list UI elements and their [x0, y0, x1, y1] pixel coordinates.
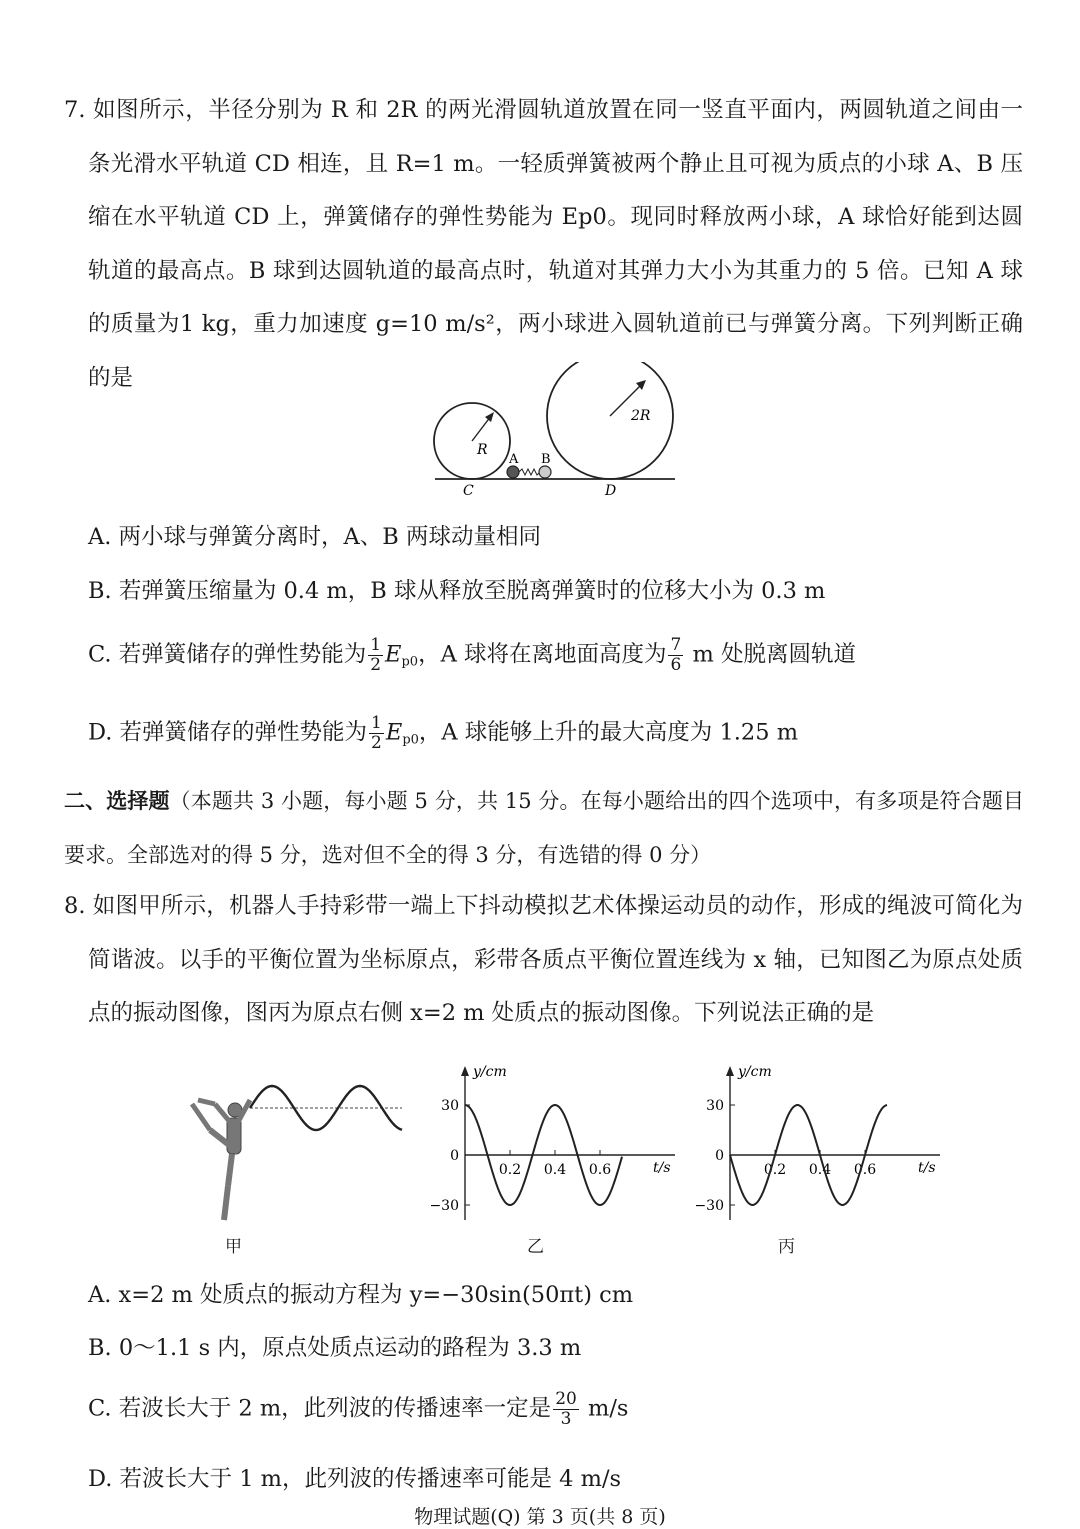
- fraction-twenty-thirds: $\frac{20}{3}$: [555, 1389, 577, 1429]
- q7-option-d: D. 若弹簧储存的弹性势能为 $\frac{1}{2}$ $E_{p0}$，A 球能够上升的最大高度为 1.25 m: [88, 713, 799, 753]
- q7-figure: [425, 362, 685, 502]
- label-r-large: 2R: [631, 408, 651, 424]
- y-tick-label: 0: [450, 1148, 459, 1164]
- y-tick-label: −30: [429, 1198, 459, 1214]
- ball-a: [507, 466, 519, 478]
- q8-option-c: C. 若波长大于 2 m，此列波的传播速率一定是 $\frac{20}{3}$ m/s: [88, 1389, 629, 1429]
- q7-option-b: B. 若弹簧压缩量为 0.4 m，B 球从释放至脱离弹簧时的位移大小为 0.3 m: [88, 578, 826, 604]
- caption-bing: 丙: [778, 1237, 795, 1257]
- x-tick-label: 0.2: [498, 1162, 522, 1178]
- caption-yi: 乙: [527, 1237, 544, 1257]
- y-axis-arrow: [726, 1066, 734, 1076]
- x-tick-label: 0.4: [808, 1162, 832, 1178]
- robot-figure: [192, 1100, 250, 1220]
- q7-option-c: C. 若弹簧储存的弹性势能为 $\frac{1}{2}$ $E_{p0}$，A 球将在离地面高度为 $\frac{7}{6}$ m 处脱离圆轨道: [88, 635, 856, 675]
- spring: [519, 469, 540, 475]
- x-axis-label: t/s: [653, 1160, 671, 1176]
- label-point-c: C: [463, 483, 474, 499]
- x-axis-label: t/s: [918, 1160, 936, 1176]
- robot-ribbon-figure: [180, 1070, 410, 1230]
- ball-b: [539, 466, 551, 478]
- fraction-half: $\frac{1}{2}$: [370, 635, 382, 675]
- fraction-half: $\frac{1}{2}$: [371, 713, 382, 753]
- caption-jia: 甲: [225, 1237, 242, 1257]
- label-r-small: R: [477, 442, 488, 458]
- y-tick-label: 30: [441, 1098, 459, 1114]
- label-ball-b: B: [541, 452, 551, 467]
- q7-stem: 7. 如图所示，半径分别为 R 和 2R 的两光滑圆轨道放置在同一竖直平面内，两圆轨道之间由一条光滑水平轨道 CD 相连，且 R=1 m。一轻质弹簧被两个静止且可视为质点的小球 A、B 压缩在水平轨道 CD 上，弹簧储存的弹性势能为 Ep0。现同时释放两小球，A 球恰好能到达圆轨道的最高点。B 球到达圆轨道的最高点时，轨道对其弹力大小为其重力的 5 倍。已知 A 球的质量为1 kg，重力加速度 g=10 m/s²，两小球进入圆轨道前已与弹簧分离。下列判断正确的是: [64, 97, 1023, 391]
- x-tick-label: 0.4: [543, 1162, 567, 1178]
- y-axis-label: y/cm: [738, 1064, 772, 1080]
- y-tick-label: 0: [715, 1148, 724, 1164]
- q7-option-a: A. 两小球与弹簧分离时，A、B 两球动量相同: [88, 524, 541, 550]
- section-2-header: 二、选择题（本题共 3 小题，每小题 5 分，共 15 分。在每小题给出的四个选项中，有多项是符合题目要求。全部选对的得 5 分，选对但不全的得 3 分，有选错的得 0 分）: [64, 788, 1025, 867]
- y-axis-label: y/cm: [473, 1064, 507, 1080]
- q8-option-d: D. 若波长大于 1 m，此列波的传播速率可能是 4 m/s: [88, 1466, 622, 1492]
- label-ball-a: A: [509, 452, 519, 467]
- vibration-graph-bing: [690, 1060, 950, 1230]
- y-tick-label: 30: [706, 1098, 724, 1114]
- q8-option-a: A. x=2 m 处质点的振动方程为 y=−30sin(50πt) cm: [88, 1282, 634, 1308]
- y-axis-arrow: [461, 1066, 469, 1076]
- fraction-seven-sixths: $\frac{7}{6}$: [670, 635, 682, 675]
- large-circle-track: [547, 362, 673, 479]
- x-tick-label: 0.2: [763, 1162, 787, 1178]
- y-tick-label: −30: [694, 1198, 724, 1214]
- page-footer: 物理试题(Q) 第 3 页(共 8 页): [414, 1506, 666, 1528]
- q8-option-b: B. 0～1.1 s 内，原点处质点运动的路程为 3.3 m: [88, 1335, 582, 1361]
- vibration-graph-yi: [425, 1060, 685, 1230]
- x-tick-label: 0.6: [588, 1162, 612, 1178]
- x-tick-label: 0.6: [853, 1162, 877, 1178]
- label-point-d: D: [605, 483, 617, 499]
- q8-stem: 8. 如图甲所示，机器人手持彩带一端上下抖动模拟艺术体操运动员的动作，形成的绳波可简化为简谐波。以手的平衡位置为坐标原点，彩带各质点平衡位置连线为 x 轴，已知图乙为原点处质点的振动图像，图丙为原点右侧 x=2 m 处质点的振动图像。下列说法正确的是: [64, 893, 1023, 1026]
